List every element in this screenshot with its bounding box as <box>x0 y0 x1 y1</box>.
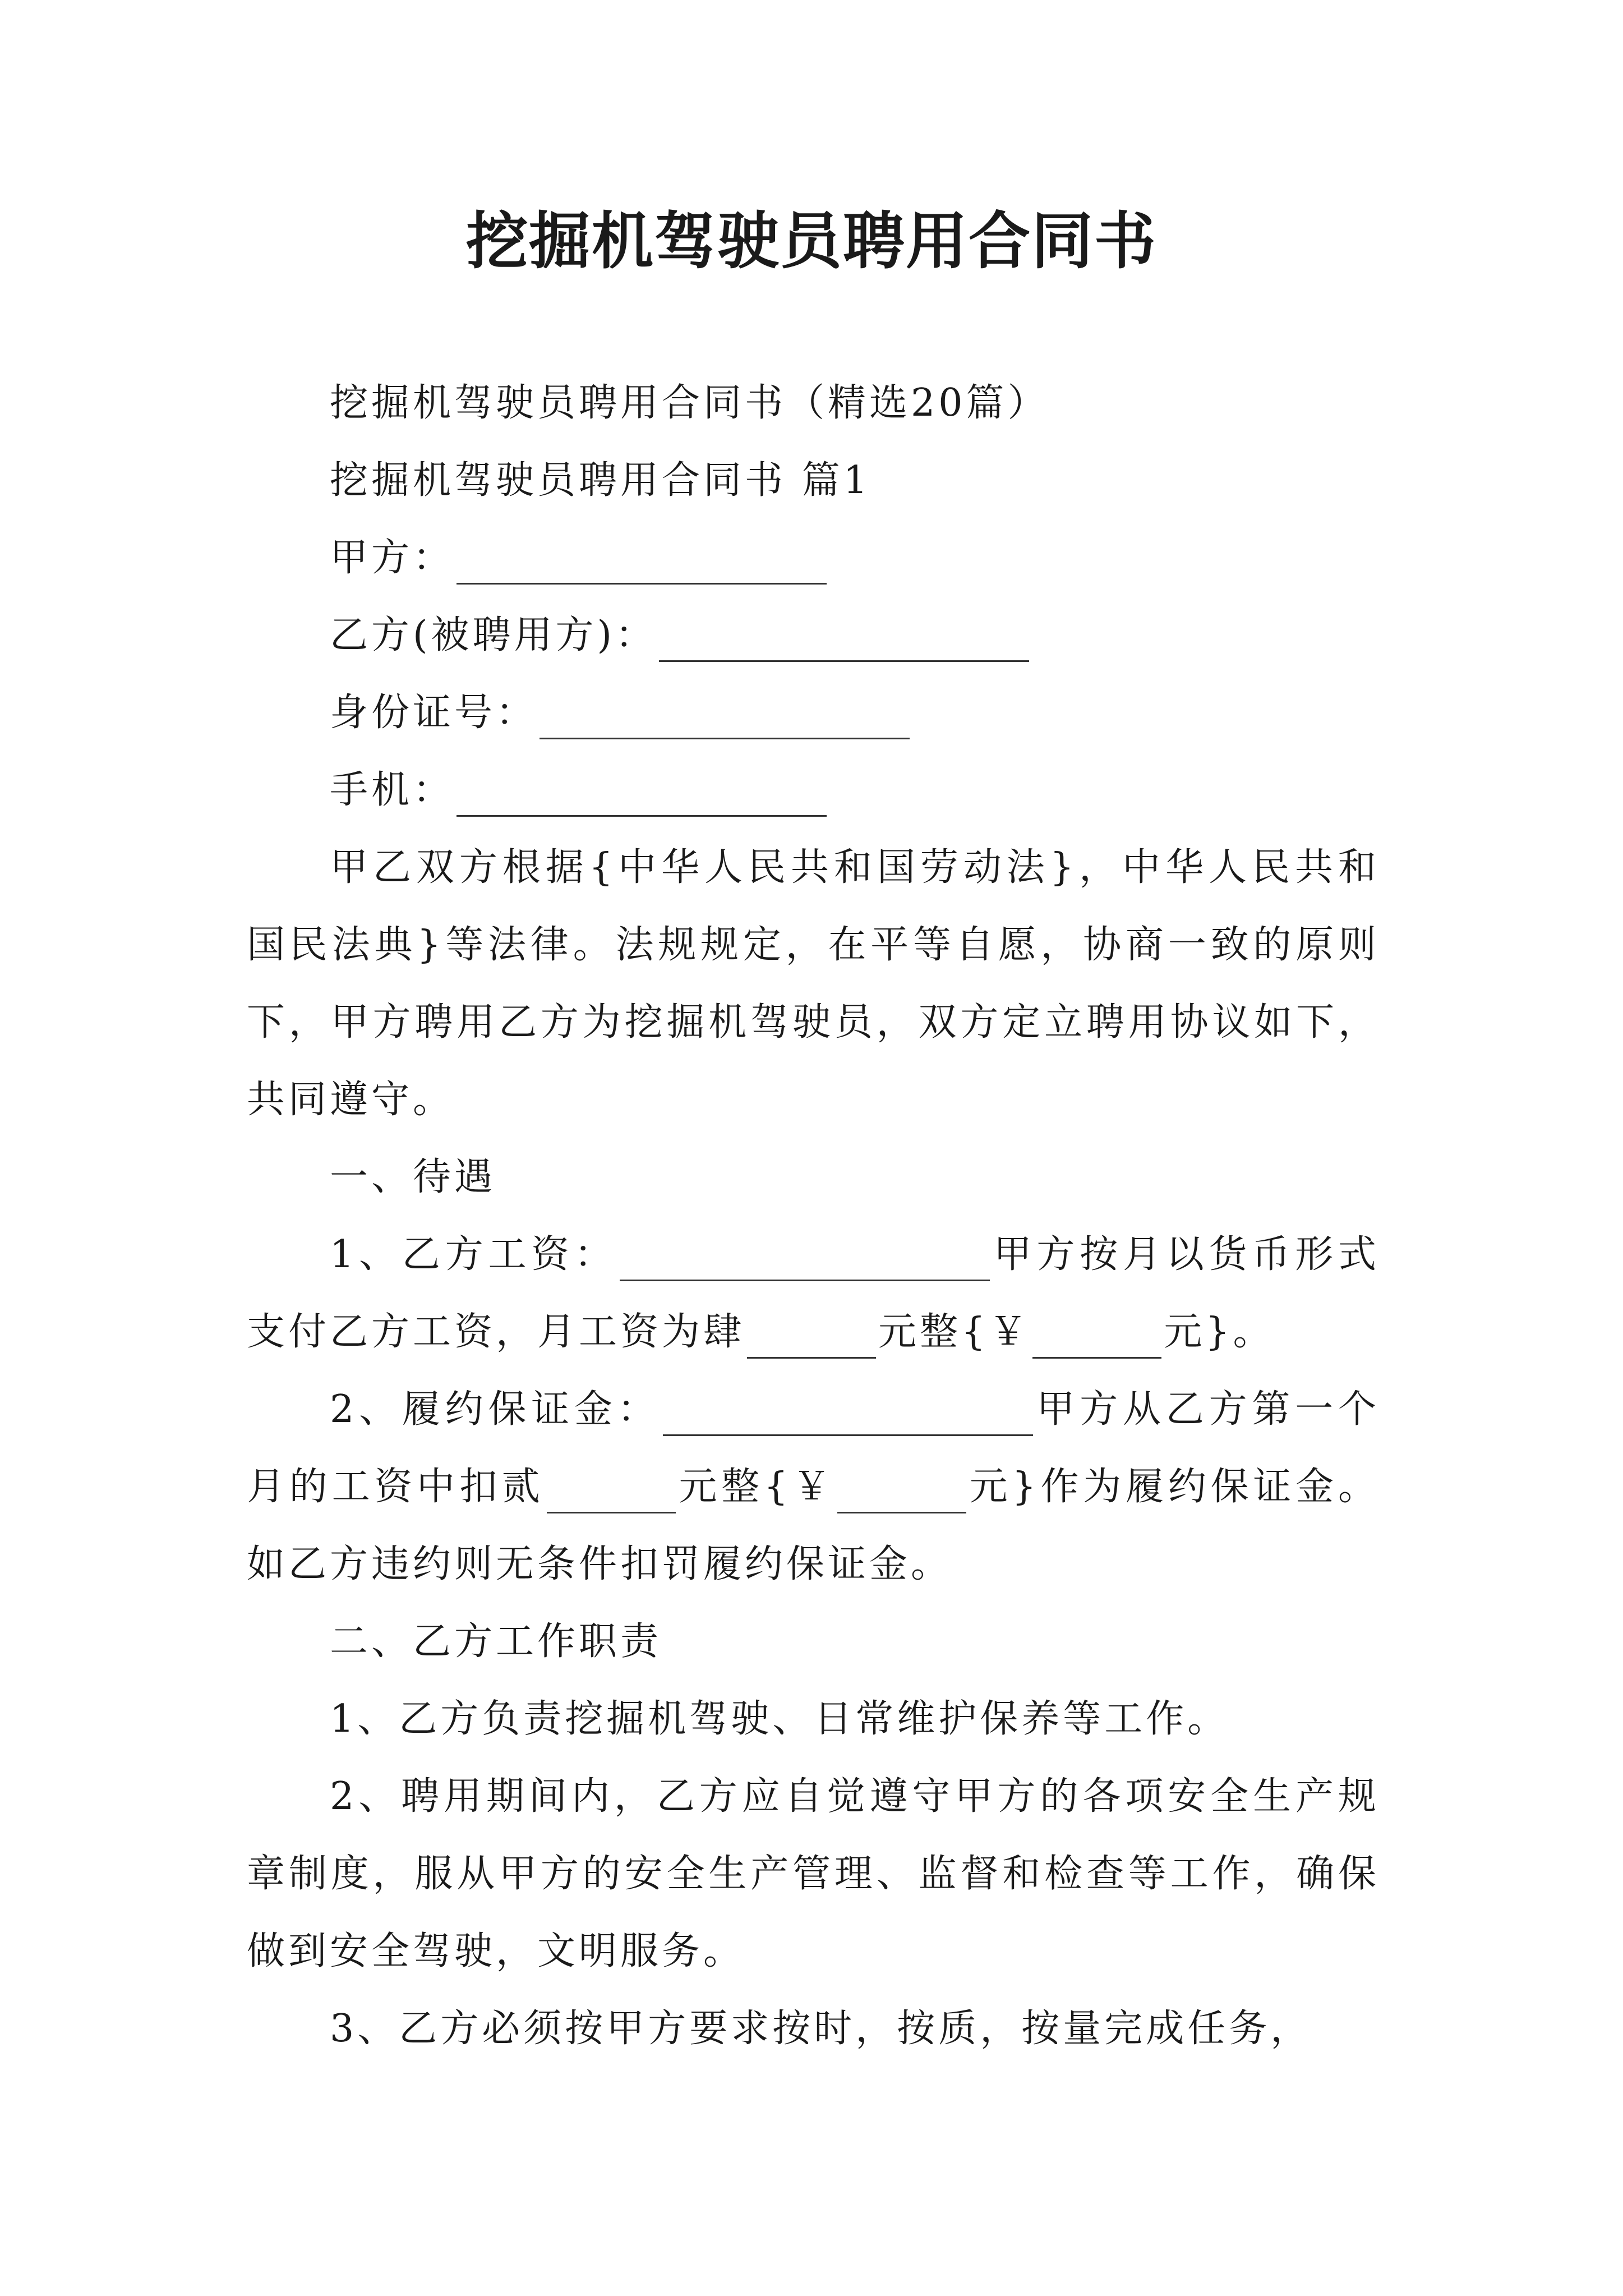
deposit-amount-blank <box>547 1464 676 1513</box>
party-b-label: 乙方(被聘用方)： <box>330 613 657 657</box>
party-b-blank <box>659 612 1029 662</box>
section1-item2 <box>247 1371 1380 1603</box>
phone-blank <box>457 767 827 817</box>
party-a-label: 甲方： <box>330 536 455 580</box>
phone-row <box>247 752 1380 829</box>
salary-text: 甲方按月以货币形式支付乙方工资，月工资为肆 <box>247 1232 1380 1354</box>
section1-heading: 一、待遇 <box>330 1155 496 1199</box>
document-title: 挖掘机驾驶员聘用合同书 <box>466 205 1157 277</box>
salary-blank <box>620 1231 990 1281</box>
salary-number-blank <box>1032 1309 1161 1359</box>
id-number-blank <box>540 689 910 739</box>
section2-item2: 2、聘用期间内，乙方应自觉遵守甲方的各项安全生产规章制度，服从甲方的安全生产管理、监督和检查等工作，确保做到安全驾驶，文明服务。 <box>247 1774 1380 1973</box>
id-number-row <box>247 674 1380 752</box>
deposit-label: 2、履约保证金： <box>330 1387 661 1432</box>
salary-yuan-text: 元整{￥ <box>878 1310 1031 1354</box>
salary-label: 1、乙方工资： <box>330 1232 617 1277</box>
section2-item1: 1、乙方负责挖掘机驾驶、日常维护保养等工作。 <box>330 1697 1229 1741</box>
salary-amount-blank <box>747 1309 876 1359</box>
phone-label: 手机： <box>330 768 455 812</box>
deposit-yuan-text: 元整{￥ <box>677 1465 835 1509</box>
article-heading: 挖掘机驾驶员聘用合同书 篇1 <box>330 458 871 503</box>
intro-paragraph: 甲乙双方根据{中华人民共和国劳动法}，中华人民共和国民法典}等法律。法规规定，在平等自愿，协商一致的原则下，甲方聘用乙方为挖掘机驾驶员，双方定立聘用协议如下，共同遵守。 <box>247 845 1380 1122</box>
section2-heading: 二、乙方工作职责 <box>330 1619 662 1664</box>
deposit-number-blank <box>837 1464 966 1513</box>
deposit-end-text: 元}作为履约保证金。如乙方违约则无条件扣罚履约保证金。 <box>247 1465 1380 1586</box>
document-body <box>247 365 1380 2068</box>
deposit-blank <box>663 1386 1033 1436</box>
party-b-row <box>247 597 1380 674</box>
party-a-blank <box>457 535 827 585</box>
party-a-row <box>247 519 1380 597</box>
section2-item3: 3、乙方必须按甲方要求按时，按质，按量完成任务， <box>330 2007 1312 2051</box>
deposit-text: 甲方从乙方第一个月的工资中扣贰 <box>247 1387 1380 1509</box>
section1-item1 <box>247 1216 1380 1371</box>
id-number-label: 身份证号： <box>330 691 538 735</box>
salary-end-text: 元}。 <box>1164 1310 1275 1354</box>
subtitle: 挖掘机驾驶员聘用合同书（精选20篇） <box>330 381 1049 425</box>
